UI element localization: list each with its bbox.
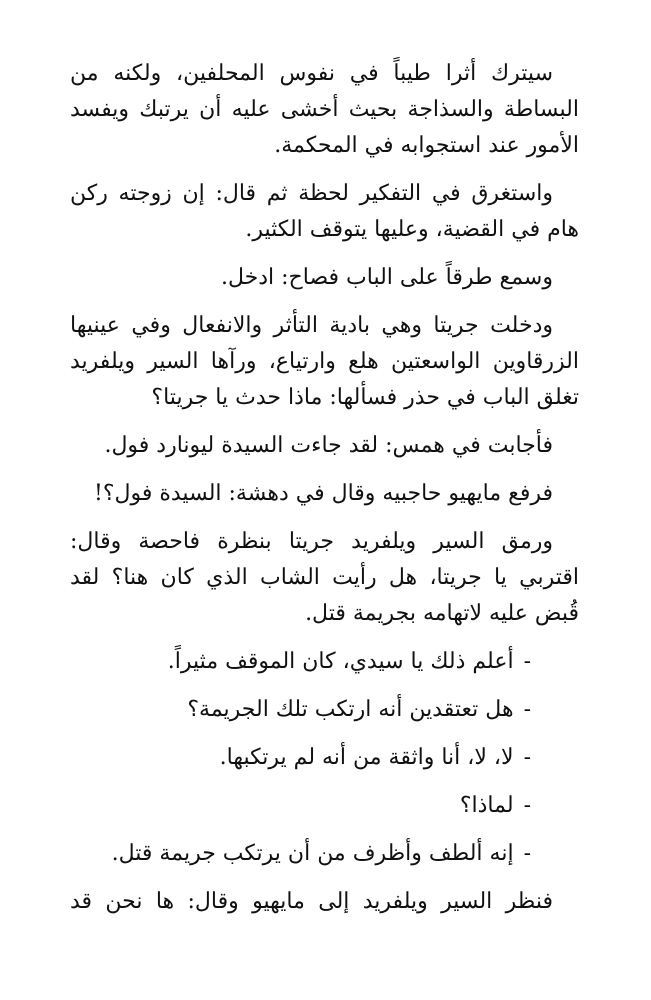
dialogue-dash: - (523, 793, 531, 818)
dialogue-line (70, 836, 579, 872)
dialogue-dash: - (523, 745, 531, 770)
dialogue-line (70, 644, 579, 680)
dialogue-line (70, 740, 579, 776)
paragraph: واستغرق في التفكير لحظة ثم قال: إن زوجته ركن هام في القضية، وعليها يتوقف الكثير. (70, 181, 579, 242)
paragraph: فأجابت في همس: لقد جاءت السيدة ليونارد فول. (104, 433, 553, 458)
paragraph: فرفع مايهيو حاجبيه وقال في دهشة: السيدة فول؟! (93, 481, 553, 506)
dialogue-text: هل تعتقدين أنه ارتكب تلك الجريمة؟ (187, 697, 514, 722)
dialogue-text: لا، لا، أنا واثقة من أنه لم يرتكبها. (219, 745, 514, 770)
paragraph: سيترك أثرا طيباً في نفوس المحلفين، ولكنه من البساطة والسذاجة بحيث أخشى عليه أن يرتبك ويفسد الأمور عند استجوابه في المحكمة. (70, 61, 579, 158)
paragraph: وسمع طرقاً على الباب فصاح: ادخل. (220, 265, 553, 290)
dialogue-text: إنه ألطف وأظرف من أن يرتكب جريمة قتل. (111, 841, 514, 866)
dialogue-dash: - (523, 841, 531, 866)
paragraph: ورمق السير ويلفريد جريتا بنظرة فاحصة وقال: اقتربي يا جريتا، هل رأيت الشاب الذي كان هنا؟ لقد قُبض عليه لاتهامه بجريمة قتل. (70, 529, 579, 626)
dialogue-line (70, 692, 579, 728)
final-paragraph-line: فنظر السير ويلفريد إلى مايهيو وقال: ها نحن قد (70, 889, 553, 914)
paragraph: ودخلت جريتا وهي بادية التأثر والانفعال وفي عينيها الزرقاوين الواسعتين هلع وارتياع، ورآها السير ويلفريد تغلق الباب في حذر فسألها: ماذا حدث يا جريتا؟ (70, 313, 579, 410)
dialogue-text: لماذا؟ (459, 793, 514, 818)
dialogue-line (70, 788, 579, 824)
dialogue-dash: - (523, 649, 531, 674)
book-page (70, 56, 579, 1000)
dialogue-text: أعلم ذلك يا سيدي، كان الموقف مثيراً. (167, 649, 514, 674)
dialogue-dash: - (523, 697, 531, 722)
